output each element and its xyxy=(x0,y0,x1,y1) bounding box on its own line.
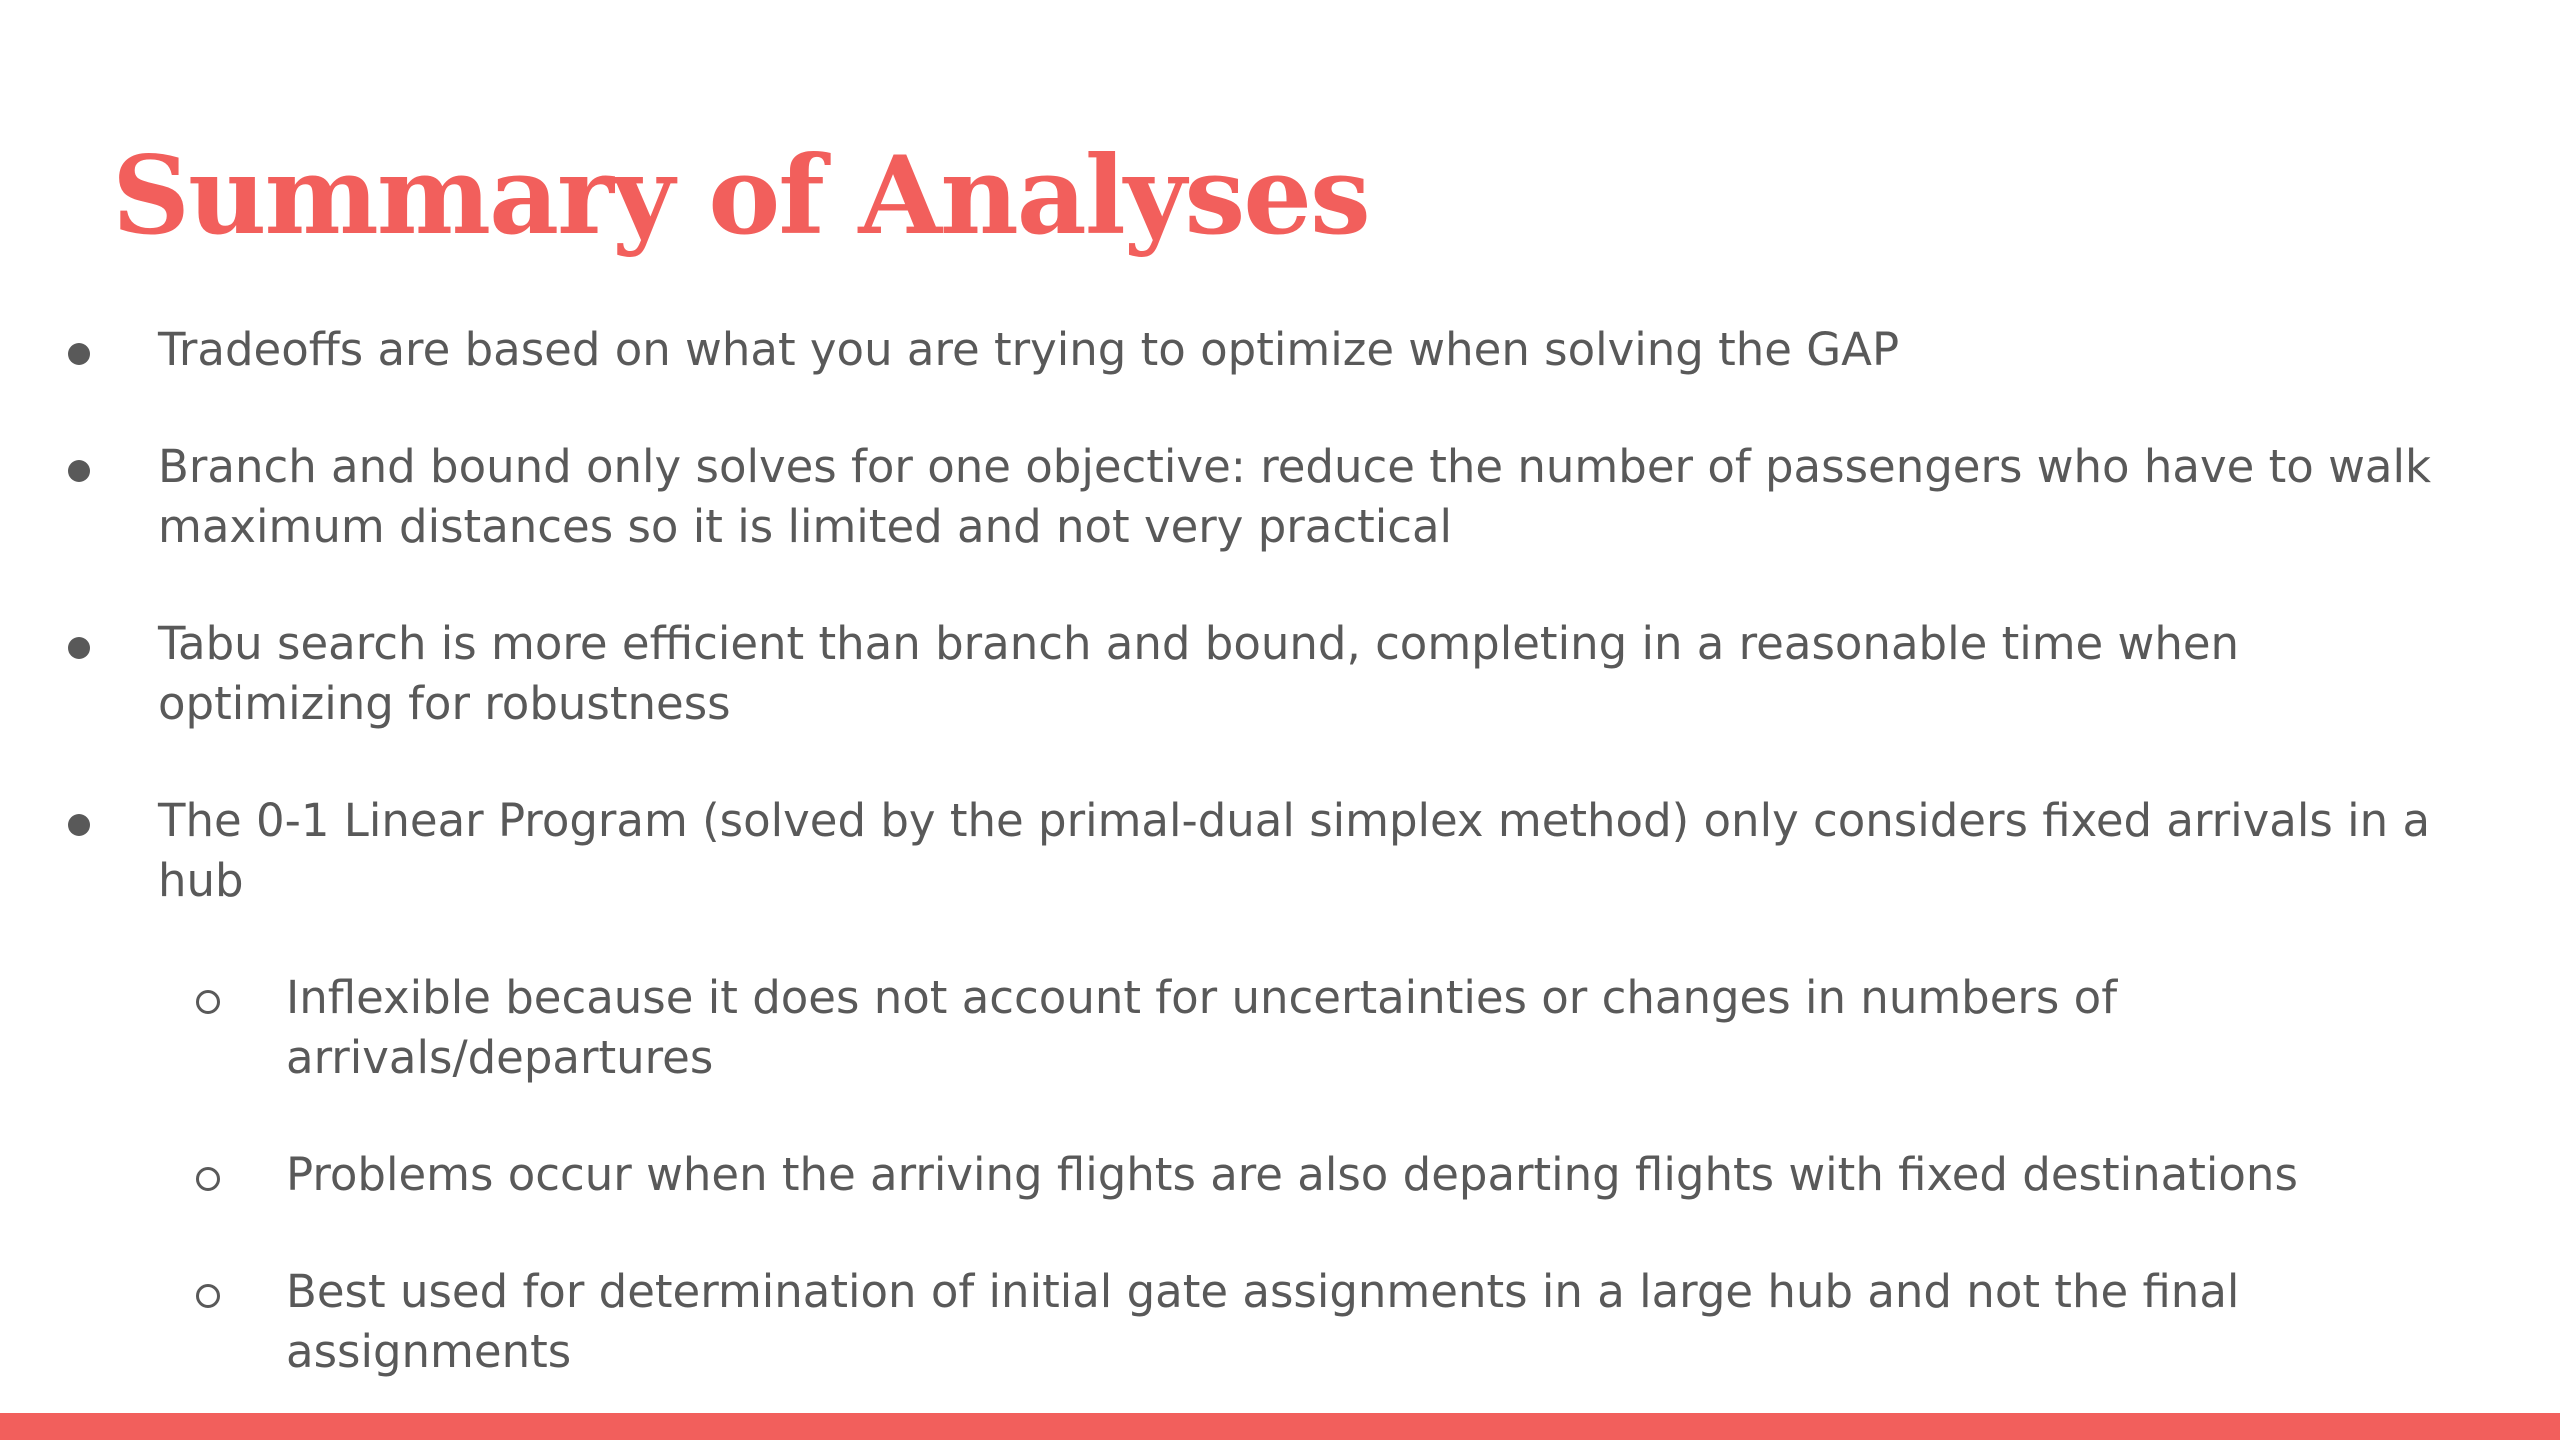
bullet-item xyxy=(0,614,2560,734)
hollow-bullet-icon xyxy=(196,1167,220,1191)
footer-accent-bar xyxy=(0,1413,2560,1440)
bullet-text: Tabu search is more efficient than branch and bound, completing in a reasonable time when optimizing for robustness xyxy=(158,617,2240,730)
bullet-item xyxy=(0,791,2560,911)
sub-bullet-text: Inflexible because it does not account for uncertainties or changes in numbers of arrivals/departures xyxy=(286,971,2118,1084)
hollow-bullet-icon xyxy=(196,990,220,1014)
bullet-text: Branch and bound only solves for one objective: reduce the number of passengers who have to walk maximum distances so it is limited and not very practical xyxy=(158,440,2432,553)
bullet-item xyxy=(0,437,2560,557)
sub-bullet-item xyxy=(0,1262,2560,1382)
hollow-bullet-icon xyxy=(196,1284,220,1308)
bullet-item xyxy=(0,320,2560,380)
bullet-list xyxy=(0,320,2560,1439)
bullet-text: The 0-1 Linear Program (solved by the primal-dual simplex method) only considers fixed arrivals in a hub xyxy=(158,794,2431,907)
sub-bullet-text: Best used for determination of initial gate assignments in a large hub and not the final assignments xyxy=(286,1265,2240,1378)
slide-title: Summary of Analyses xyxy=(112,133,1369,259)
filled-bullet-icon xyxy=(68,814,90,836)
filled-bullet-icon xyxy=(68,637,90,659)
bullet-text: Tradeoffs are based on what you are trying to optimize when solving the GAP xyxy=(158,323,1900,376)
sub-bullet-item xyxy=(0,968,2560,1088)
sub-bullet-text: Problems occur when the arriving flights are also departing flights with fixed destinations xyxy=(286,1148,2298,1201)
filled-bullet-icon xyxy=(68,460,90,482)
sub-bullet-item xyxy=(0,1145,2560,1205)
filled-bullet-icon xyxy=(68,343,90,365)
